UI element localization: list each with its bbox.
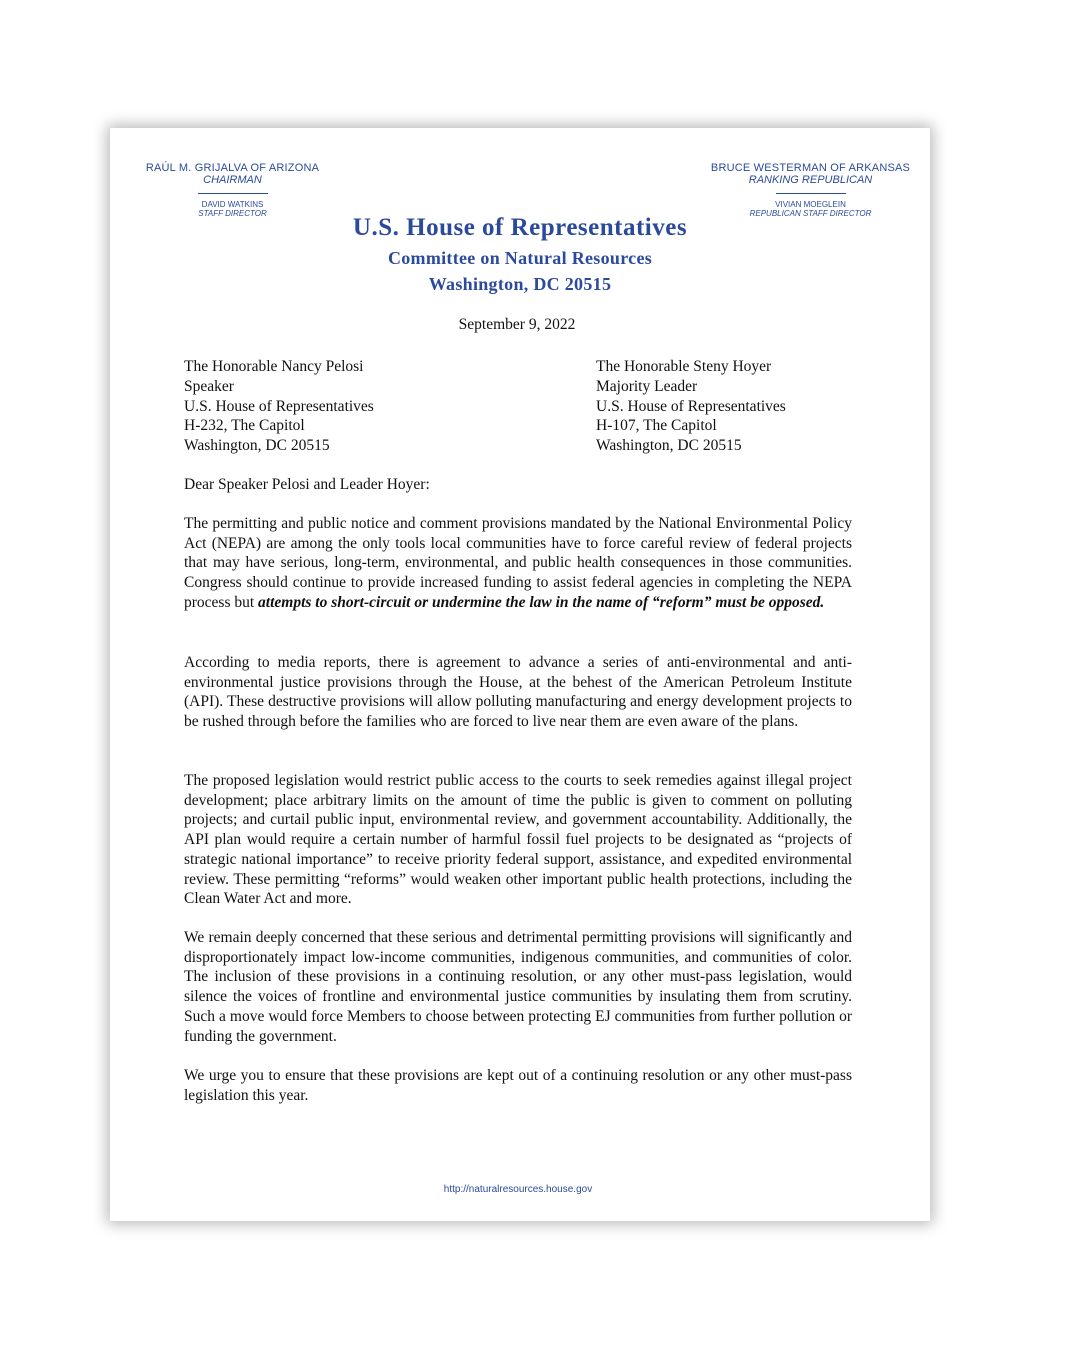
committee-city: Washington, DC 20515 xyxy=(428,274,612,294)
addressee-line: Washington, DC 20515 xyxy=(596,437,742,455)
addressee-line: The Honorable Steny Hoyer xyxy=(596,358,772,375)
addressee-line: The Honorable Nancy Pelosi xyxy=(184,358,364,375)
paragraph-5: We urge you to ensure that these provisions are kept out of a continuing resolution or any other must-pass legislation this year. xyxy=(184,1067,852,1104)
addressee-line: U.S. House of Representatives xyxy=(184,397,374,415)
addressee-line: Majority Leader xyxy=(596,377,698,395)
ranking-member-block xyxy=(708,162,913,218)
addressee-pelosi xyxy=(184,357,374,456)
divider xyxy=(776,193,846,194)
paragraph-1-text: The permitting and public notice and comment provisions mandated by the National Environmental Policy Act (NEPA) are among the only tools local communities have to force careful review of federal projects that may have serious, long-term, environmental, and public health consequences in those communities. Congress should continue to provide increased funding to assist federal agencies in completing the NEPA process but xyxy=(184,515,852,611)
chairman-role: CHAIRMAN xyxy=(203,174,262,186)
paragraph-2: According to media reports, there is agreement to advance a series of anti-environmental and anti-environmental justice provisions through the House, at the behest of the American Petroleum Institute (API). These destructive provisions will allow polluting manufacturing and energy development projects to be rushed through before the families who are forced to live near them are even aware of the plans. xyxy=(184,654,852,731)
letterhead-title xyxy=(110,212,930,297)
paragraph-1 xyxy=(184,514,852,613)
republican-staff-director-name: VIVIAN MOEGLEIN xyxy=(775,200,846,209)
house-title: U.S. House of Representatives xyxy=(352,214,688,241)
addressee-hoyer xyxy=(596,357,786,456)
chairman-name: RAÚL M. GRIJALVA OF ARIZONA xyxy=(145,162,320,174)
footer-url: http://naturalresources.house.gov xyxy=(443,1184,593,1195)
republican-staff-director-role: REPUBLICAN STAFF DIRECTOR xyxy=(749,209,872,218)
salutation: Dear Speaker Pelosi and Leader Hoyer: xyxy=(184,476,430,493)
addressee-line: H-232, The Capitol xyxy=(184,417,305,435)
addressee-line: Washington, DC 20515 xyxy=(184,437,330,455)
letter-date: September 9, 2022 xyxy=(458,316,576,333)
committee-name: Committee on Natural Resources xyxy=(387,248,653,268)
addressee-line: U.S. House of Representatives xyxy=(596,397,786,415)
ranking-member-name: BRUCE WESTERMAN OF ARKANSAS xyxy=(710,162,911,174)
addressee-line: H-107, The Capitol xyxy=(596,417,717,435)
paragraph-4: We remain deeply concerned that these serious and detrimental permitting provisions will significantly and disproportionately impact low-income communities, indigenous communities, and communities of color. The inclusion of these provisions in a continuing resolution, or any other must-pass legislation, would silence the voices of frontline and environmental justice communities by insulating them from scrutiny. Such a move would force Members to choose between protecting EJ communities from further pollution or funding the government. xyxy=(184,929,852,1045)
divider xyxy=(198,193,268,194)
chairman-block xyxy=(140,162,325,218)
staff-director-name: DAVID WATKINS xyxy=(201,200,264,209)
paragraph-1-emphasis: attempts to short-circuit or undermine the law in the name of “reform” must be opposed. xyxy=(258,593,825,611)
ranking-member-role: RANKING REPUBLICAN xyxy=(748,174,873,186)
staff-director-role: STAFF DIRECTOR xyxy=(198,209,267,218)
letter-page xyxy=(110,128,930,1221)
paragraph-3: The proposed legislation would restrict public access to the courts to seek remedies against illegal project development; place arbitrary limits on the amount of time the public is given to comment on polluting projects; and curtail public input, environmental review, and government accountability. Additionally, the API plan would require a certain number of harmful fossil fuel projects to be designated as “projects of strategic national importance” to receive priority federal support, assistance, and expedited environmental review. These permitting “reforms” would weaken other important public health protections, including the Clean Water Act and more. xyxy=(184,772,852,908)
addressee-line: Speaker xyxy=(184,377,234,395)
